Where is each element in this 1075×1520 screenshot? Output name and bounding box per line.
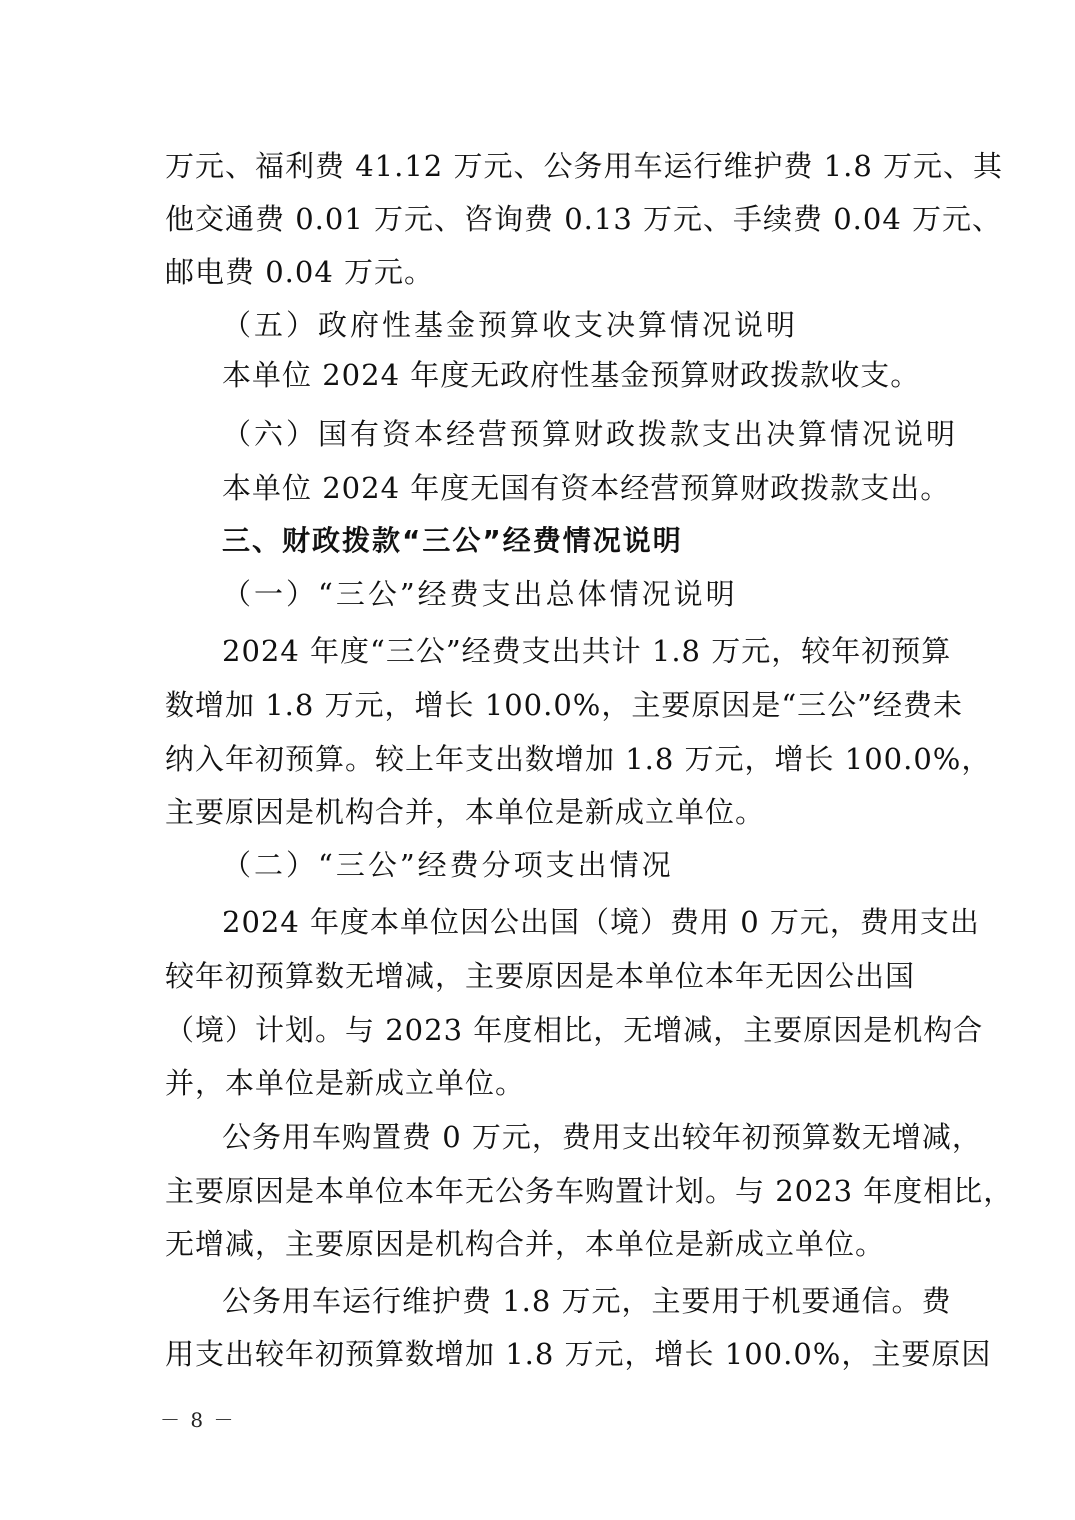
body-text-line: 公务用车购置费 0 万元，费用支出较年初预算数无增减， (222, 1120, 982, 1154)
body-text-line: 公务用车运行维护费 1.8 万元，主要用于机要通信。费 (222, 1284, 952, 1318)
body-text-line: （境）计划。与 2023 年度相比，无增减，主要原因是机构合 (165, 1013, 984, 1047)
section-heading-five: （五）政府性基金预算收支决算情况说明 (222, 308, 799, 342)
section-heading-one: （一）“三公”经费支出总体情况说明 (222, 577, 738, 611)
body-text-line: 并，本单位是新成立单位。 (165, 1066, 526, 1100)
body-text-line: 邮电费 0.04 万元。 (165, 255, 435, 289)
page-number: － 8 － (160, 1408, 236, 1432)
section-heading-six: （六）国有资本经营预算财政拨款支出决算情况说明 (222, 417, 959, 451)
body-text-line: 较年初预算数无增减，主要原因是本单位本年无因公出国 (165, 959, 916, 993)
body-text-line: 用支出较年初预算数增加 1.8 万元，增长 100.0%，主要原因 (165, 1337, 992, 1371)
body-text-line: 本单位 2024 年度无政府性基金预算财政拨款收支。 (222, 358, 921, 392)
body-text-line: 数增加 1.8 万元，增长 100.0%，主要原因是“三公”经费未 (165, 688, 964, 722)
body-text-line: 主要原因是机构合并，本单位是新成立单位。 (165, 795, 766, 829)
body-text-line: 2024 年度本单位因公出国（境）费用 0 万元，费用支出 (222, 905, 980, 939)
section-heading-two: （二）“三公”经费分项支出情况 (222, 848, 674, 882)
body-text-line: 他交通费 0.01 万元、咨询费 0.13 万元、手续费 0.04 万元、 (165, 202, 1003, 236)
body-text-line: 万元、福利费 41.12 万元、公务用车运行维护费 1.8 万元、其 (165, 149, 1004, 183)
chapter-heading-three: 三、财政拨款“三公”经费情况说明 (222, 524, 683, 557)
body-text-line: 无增减，主要原因是机构合并，本单位是新成立单位。 (165, 1227, 886, 1261)
body-text-line: 纳入年初预算。较上年支出数增加 1.8 万元，增长 100.0%， (165, 742, 992, 776)
body-text-line: 2024 年度“三公”经费支出共计 1.8 万元，较年初预算 (222, 634, 952, 668)
body-text-line: 本单位 2024 年度无国有资本经营预算财政拨款支出。 (222, 471, 951, 505)
body-text-line: 主要原因是本单位本年无公务车购置计划。与 2023 年度相比， (165, 1174, 1014, 1208)
